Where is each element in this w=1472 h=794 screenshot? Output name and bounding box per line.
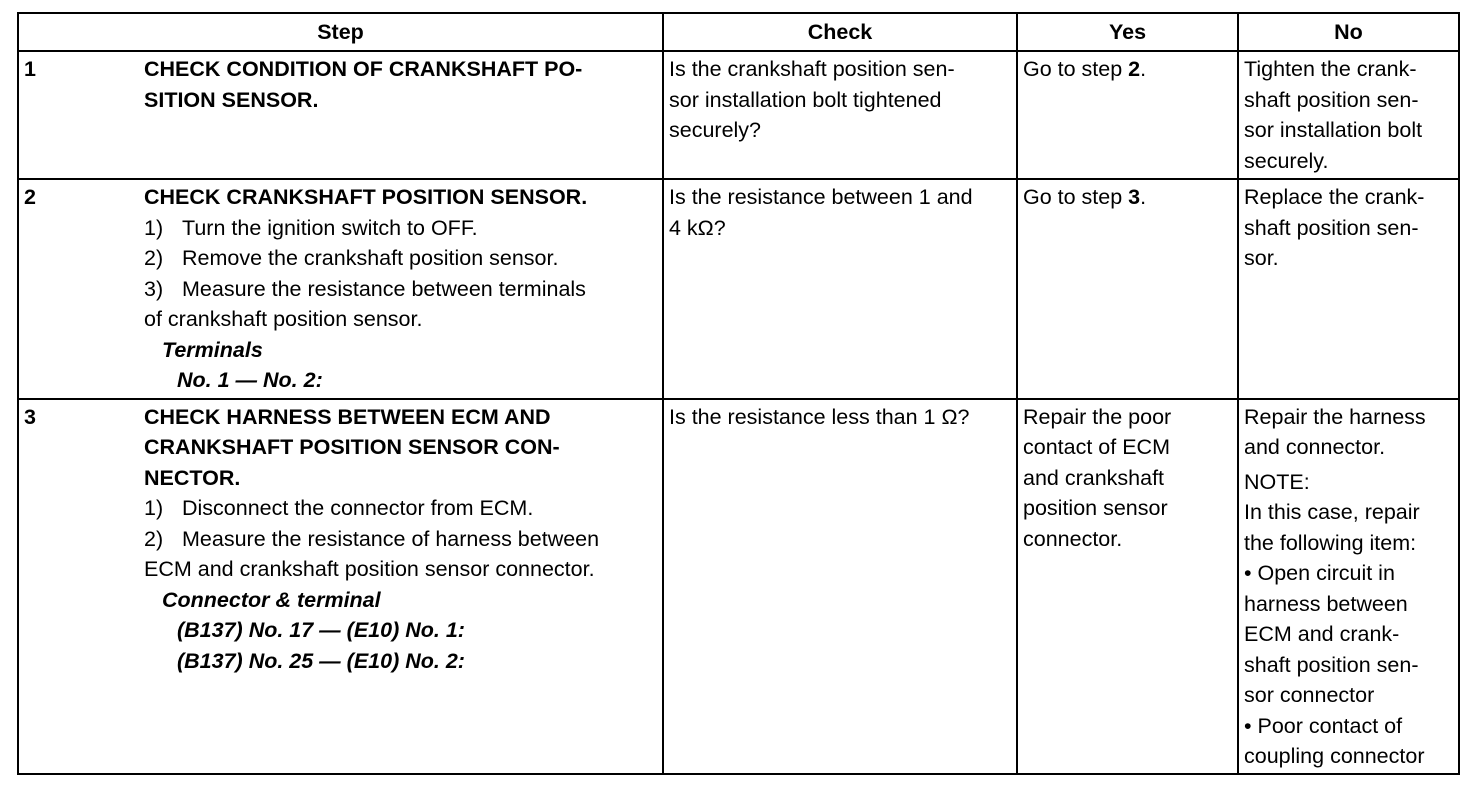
bullet-line: • Poor contact of	[1244, 713, 1403, 738]
diagnostic-table-frame	[17, 12, 1460, 775]
table-row	[19, 399, 1458, 774]
step-number: 2	[24, 185, 36, 209]
no-line: Replace the crank-	[1244, 185, 1425, 209]
terminal-item: (B137) No. 17 — (E10) No. 1:	[177, 618, 465, 642]
substep: 1) Disconnect the connector from ECM.	[144, 496, 534, 520]
substep: 2) Remove the crankshaft position sensor.	[144, 246, 559, 270]
terminal-item: No. 1 — No. 2:	[177, 368, 323, 392]
header-yes: Yes	[1017, 14, 1238, 51]
yes-prefix: Go to step	[1023, 185, 1129, 209]
step-cell	[19, 51, 663, 179]
yes-suffix: .	[1140, 185, 1147, 209]
connector-terminal-heading: Connector & terminal	[162, 587, 381, 612]
check-cell	[663, 51, 1017, 179]
step-number: 3	[24, 404, 36, 429]
table-row	[19, 51, 1458, 179]
substep: 3) Measure the resistance between terminals	[144, 276, 586, 301]
yes-cell	[1017, 179, 1238, 399]
check-cell	[663, 179, 1017, 399]
yes-line: position sensor	[1023, 496, 1168, 520]
bullet-line: coupling connector	[1244, 744, 1425, 768]
substep: 2) Measure the resistance of harness between	[144, 526, 600, 551]
check-line: 4 kΩ?	[669, 215, 726, 240]
check-line: Is the resistance between 1 and	[669, 185, 973, 209]
step-title-line: CHECK HARNESS BETWEEN ECM AND	[144, 404, 551, 429]
header-no: No	[1238, 14, 1458, 51]
yes-suffix: .	[1140, 57, 1147, 81]
no-line: Tighten the crank-	[1244, 57, 1417, 81]
note-label: NOTE:	[1244, 469, 1310, 494]
note-line: the following item:	[1244, 530, 1417, 555]
terminals-heading: Terminals	[162, 337, 263, 362]
check-line: Is the crankshaft position sen-	[669, 57, 955, 81]
no-line: shaft position sen-	[1244, 215, 1419, 240]
diagnostic-table	[19, 14, 1458, 774]
substep: 1) Turn the ignition switch to OFF.	[144, 215, 478, 240]
no-line: and connector.	[1244, 435, 1386, 459]
yes-line: connector.	[1023, 526, 1123, 551]
note-line: In this case, repair	[1244, 500, 1420, 524]
header-row	[19, 14, 1458, 51]
step-cell	[19, 179, 663, 399]
terminal-item: (B137) No. 25 — (E10) No. 2:	[177, 648, 465, 673]
no-cell	[1238, 179, 1458, 399]
no-cell	[1238, 51, 1458, 179]
no-line: sor.	[1244, 246, 1279, 270]
check-line: sor installation bolt tightened	[669, 87, 942, 112]
step-title-line: CRANKSHAFT POSITION SENSOR CON-	[144, 435, 560, 459]
yes-line: and crankshaft	[1023, 465, 1165, 490]
table-row	[19, 179, 1458, 399]
bullet-line: • Open circuit in	[1244, 561, 1395, 585]
yes-line: contact of ECM	[1023, 435, 1170, 459]
header-check: Check	[663, 14, 1017, 51]
no-line: shaft position sen-	[1244, 87, 1419, 112]
step-cell	[19, 399, 663, 774]
yes-step-number: 3	[1128, 185, 1141, 209]
yes-cell	[1017, 51, 1238, 179]
no-cell	[1238, 399, 1458, 774]
check-line: Is the resistance less than 1 Ω?	[669, 404, 970, 429]
no-line: sor installation bolt	[1244, 118, 1423, 142]
yes-cell	[1017, 399, 1238, 774]
no-line: securely.	[1244, 148, 1329, 173]
header-step: Step	[19, 14, 663, 51]
step-title-line: CHECK CONDITION OF CRANKSHAFT PO-	[144, 57, 583, 81]
no-line: Repair the harness	[1244, 404, 1426, 429]
bullet-line: ECM and crank-	[1244, 622, 1400, 646]
substep-continuation: of crankshaft position sensor.	[144, 307, 423, 331]
check-line: securely?	[669, 118, 762, 142]
bullet-line: sor connector	[1244, 683, 1375, 707]
step-number: 1	[24, 57, 36, 81]
bullet-line: shaft position sen-	[1244, 652, 1419, 677]
yes-line: Repair the poor	[1023, 404, 1172, 429]
bullet-line: harness between	[1244, 591, 1408, 616]
step-title-line: CHECK CRANKSHAFT POSITION SENSOR.	[144, 185, 588, 209]
check-cell	[663, 399, 1017, 774]
step-title-line: SITION SENSOR.	[144, 87, 319, 112]
yes-prefix: Go to step	[1023, 57, 1129, 81]
step-title-line: NECTOR.	[144, 465, 241, 490]
substep-continuation: ECM and crankshaft position sensor connector.	[144, 557, 595, 581]
yes-step-number: 2	[1128, 57, 1141, 81]
